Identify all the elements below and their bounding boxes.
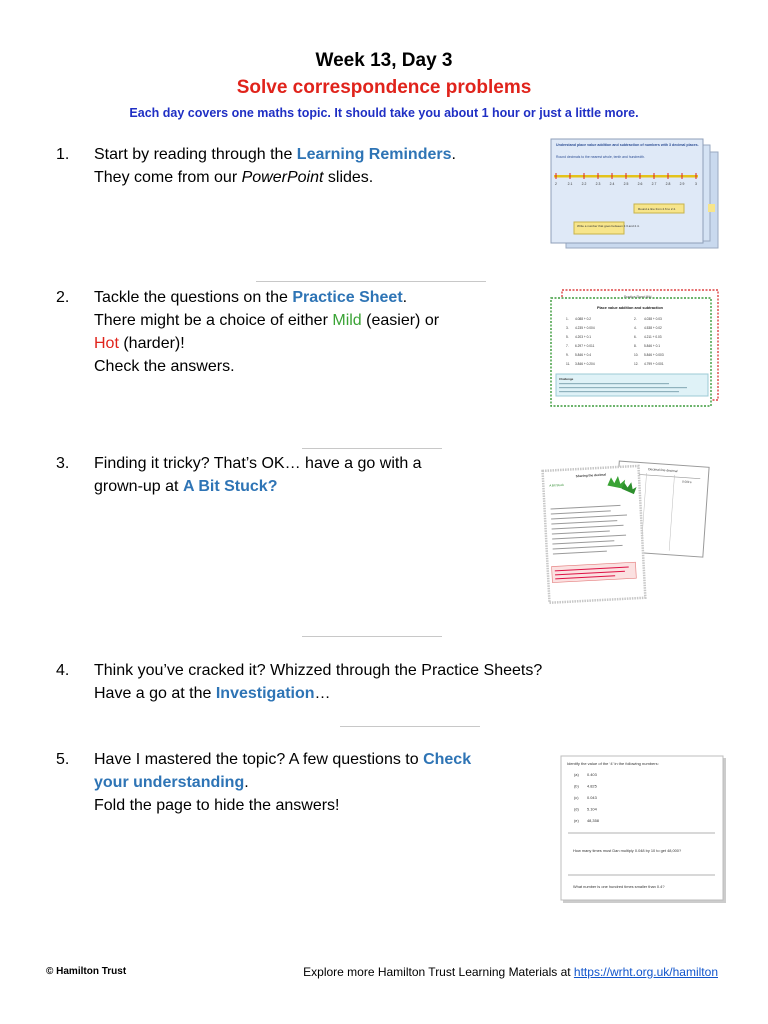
investigation-link[interactable]: Investigation (215, 685, 315, 702)
sheet-tag: Practice Sheet Mild (624, 295, 652, 299)
speech-bubble-2: Write a number that goes between 2.3 and 2.4. (577, 224, 640, 228)
item-value: 0.043 (587, 795, 597, 800)
tick-mark (556, 173, 557, 179)
step-number: 1. (56, 146, 70, 163)
mild-text: Mild (332, 312, 362, 329)
step-number: 3. (56, 455, 70, 472)
text: (harder)! (118, 335, 185, 352)
step-text (94, 748, 471, 817)
slide-heading: Understand place value addition and subtraction of numbers with 3 decimal places. (556, 143, 699, 147)
sheet-label: A Bit Stuck (549, 482, 564, 488)
question-cell: 5. (566, 335, 569, 339)
tick-mark (682, 173, 683, 179)
text: … (314, 685, 331, 702)
tick-mark (640, 173, 641, 179)
item-value: 48,358 (587, 818, 599, 823)
tick-label: 2.8 (665, 182, 671, 186)
question-3: What number is one hundred times smaller than 0.4? (573, 884, 665, 889)
column-heading: 0.001's (681, 479, 692, 485)
tick-label: 2.6 (637, 182, 643, 186)
question-cell: 11. (566, 362, 571, 366)
step-text (94, 659, 542, 705)
question-cell: 10. (634, 353, 639, 357)
question-cell: 5.846 + 0.4 (575, 353, 592, 357)
footer-text (303, 965, 718, 979)
text: . (402, 289, 408, 306)
text: Finding it tricky? That’s OK… have a go with a (94, 455, 422, 472)
copyright: © Hamilton Trust (46, 966, 127, 977)
slide-subheading: Round decimals to the nearest whole, tenth and hundredth. (556, 155, 645, 159)
question-cell: 3. (566, 326, 569, 330)
item-label: (c) (574, 795, 579, 800)
check-understanding-link[interactable]: Check (423, 751, 472, 768)
tick-mark (584, 173, 585, 179)
question-cell: 9. (566, 353, 569, 357)
step-text (94, 452, 422, 498)
text: (easier) or (361, 312, 440, 329)
step-text (94, 143, 456, 189)
tick-label: 3 (695, 182, 697, 186)
item-label: (d) (574, 806, 579, 812)
question-cell: 4.538 + 0.02 (644, 326, 662, 330)
item-value: 0.403 (587, 772, 597, 777)
text: . (451, 146, 456, 163)
divider (256, 281, 486, 282)
tick-label: 2.9 (679, 182, 685, 186)
question-cell: 12. (634, 362, 639, 366)
check-understanding-thumbnail (560, 755, 728, 905)
question-cell: 4. (634, 326, 637, 330)
text: . (244, 774, 249, 791)
tick-mark (612, 173, 613, 179)
learning-reminders-thumbnail (550, 138, 722, 252)
text: slides. (323, 169, 374, 186)
tick-label: 2.1 (567, 182, 573, 186)
back-sheet-title: Decimal line decimal (648, 467, 678, 474)
question-cell: 5.846 + 0.1 (644, 344, 661, 348)
step-text (94, 286, 439, 378)
hamilton-link[interactable]: https://wrht.org.uk/hamilton (573, 965, 718, 979)
text: Fold the page to hide the answers! (94, 797, 340, 814)
question-cell: 3.846 + 0.204 (575, 362, 595, 366)
question-2: How many times must Dan multiply 0.048 by 10 to get 48,000? (573, 848, 682, 853)
page-title: Week 13, Day 3 (315, 50, 453, 71)
step-number: 4. (56, 662, 70, 679)
text: They come from our (94, 169, 242, 186)
tick-mark (626, 173, 627, 179)
question-cell: 4.203 + 0.1 (575, 335, 592, 339)
question-cell: 1. (566, 317, 569, 321)
divider (340, 726, 480, 727)
tick-label: 2 (555, 182, 557, 186)
step-number: 5. (56, 751, 70, 768)
item-label: (a) (574, 772, 579, 777)
hot-text: Hot (94, 335, 119, 352)
page-subtitle: Solve correspondence problems (236, 77, 532, 98)
learning-reminders-link[interactable]: Learning Reminders (296, 146, 452, 163)
intro-text: Each day covers one maths topic. It should take you about 1 hour or just a little more. (129, 106, 639, 120)
tick-mark (598, 173, 599, 179)
front-sheet-title: Sharing the decimal (575, 472, 607, 479)
text: Start by reading through the (94, 146, 297, 163)
tick-label: 2.7 (651, 182, 657, 186)
a-bit-stuck-thumbnail (540, 460, 712, 606)
tick-label: 2.5 (623, 182, 629, 186)
text: There might be a choice of either (94, 312, 333, 329)
sheet-title: Place value addition and subtraction (596, 306, 664, 310)
question-cell: 6.297 + 0.011 (575, 344, 595, 348)
text: Explore more Hamilton Trust Learning Materials at (303, 965, 574, 979)
tick-mark (668, 173, 669, 179)
tick-label: 2.2 (581, 182, 587, 186)
speech-bubble-1: Round a line from 2.6 to 2.4. (638, 207, 676, 211)
text: Have a go at the (94, 685, 216, 702)
challenge-label: Challenge (559, 377, 574, 381)
text: Think you’ve cracked it? Whizzed through the Practice Sheets? (94, 662, 543, 679)
practice-sheet-link[interactable]: Practice Sheet (292, 289, 403, 306)
item-label: (e) (574, 818, 579, 823)
text: Have I mastered the topic? A few questions to (94, 751, 424, 768)
question-cell: 4.211 + 0.03 (644, 335, 662, 339)
question-cell: 6. (634, 335, 637, 339)
divider (302, 448, 442, 449)
powerpoint-text: PowerPoint (241, 169, 324, 186)
item-value: 4.825 (587, 783, 597, 789)
divider (302, 636, 442, 637)
item-label: (b) (574, 783, 579, 789)
question-cell: 4.235 + 0.004 (575, 326, 595, 330)
question-prompt: Identify the value of the ‘4’ in the following numbers: (567, 761, 659, 766)
question-cell: 7. (566, 344, 569, 348)
tick-label: 2.4 (609, 182, 615, 186)
item-value: 5.104 (587, 806, 597, 812)
text: Check the answers. (94, 358, 235, 375)
question-cell: 4.799 + 0.001 (644, 362, 664, 366)
tick-mark (654, 173, 655, 179)
question-cell: 2. (634, 317, 637, 321)
question-cell: 5.846 + 0.003 (644, 353, 664, 357)
tick-mark (696, 173, 697, 179)
question-cell: 4.088 + 0.2 (575, 317, 592, 321)
check-understanding-link-2[interactable]: your understanding (94, 774, 245, 791)
a-bit-stuck-link[interactable]: A Bit Stuck? (182, 478, 278, 495)
tick-label: 2.3 (595, 182, 601, 186)
text: Tackle the questions on the (94, 289, 293, 306)
text: grown-up at (94, 478, 183, 495)
tick-mark (570, 173, 571, 179)
question-cell: 8. (634, 344, 637, 348)
step-number: 2. (56, 289, 70, 306)
question-cell: 4.038 + 0.03 (644, 317, 662, 321)
practice-sheet-thumbnail (548, 288, 722, 408)
